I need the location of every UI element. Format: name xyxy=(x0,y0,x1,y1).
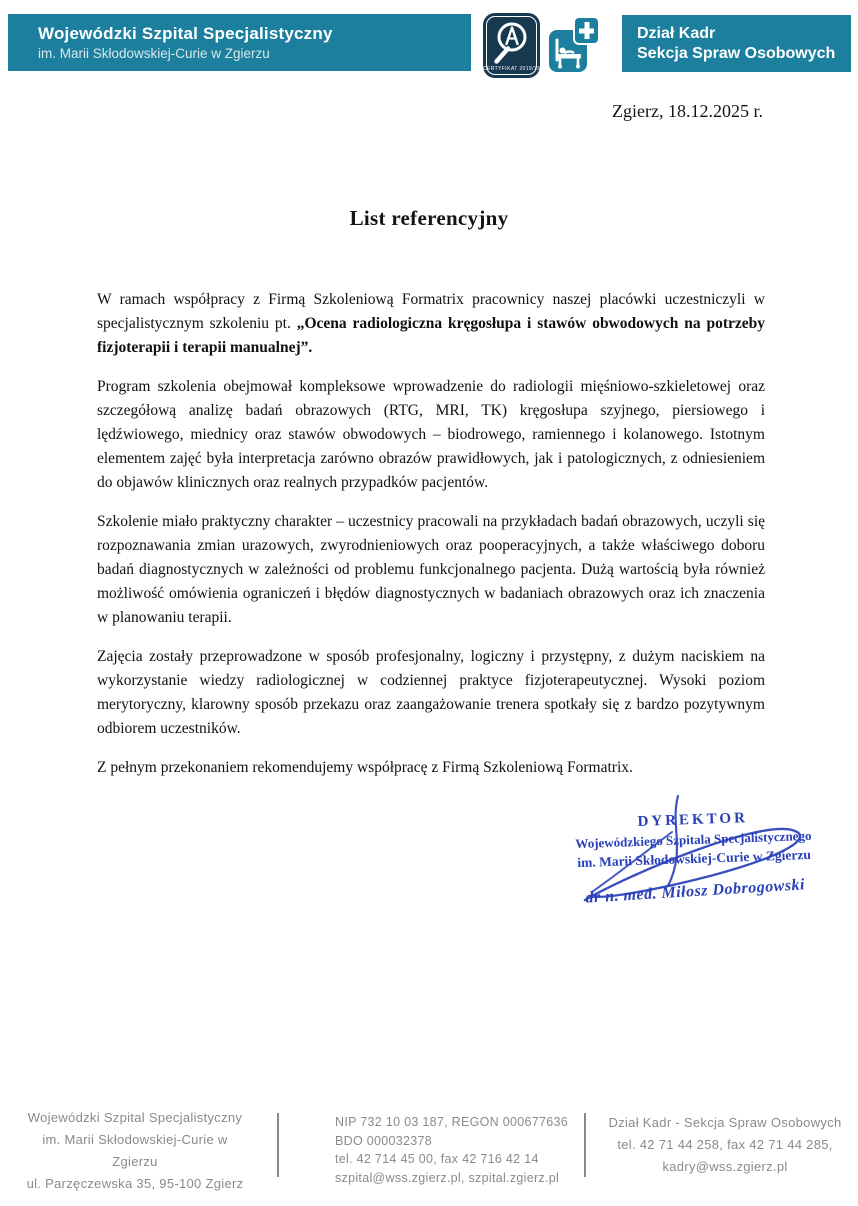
certificate-label: CERTYFIKAT 2019/73 xyxy=(483,66,541,72)
footer-address-block xyxy=(25,1107,245,1195)
header-hospital-bar xyxy=(8,14,471,71)
paragraph-5: Z pełnym przekonaniem rekomendujemy współpracę z Firmą Szkoleniową Formatrix. xyxy=(97,759,633,776)
director-stamp xyxy=(555,807,834,906)
department-line-1: Dział Kadr xyxy=(637,25,716,42)
paragraph-3: Szkolenie miało praktyczny charakter – uczestnicy pracowali na przykładach badań obrazowych, uczyli się rozpoznawania zmian urazowych, zwyrodnieniowych oraz pooperacyjnych, a także właściwego doboru badań diagnostycznych w zależności od problemu funkcjonalnego pacjenta. Dużą wartością była również możliwość omówienia ograniczeń i błędów diagnostycznych w badaniach obrazowych oraz ich znaczenia w planowaniu terapii. xyxy=(97,513,765,626)
footer-hospital-name: Wojewódzki Szpital Specjalistyczny xyxy=(27,1110,243,1125)
header-department-bar xyxy=(622,15,851,72)
director-name: dr n. med. Miłosz Dobrogowski xyxy=(584,876,806,907)
footer-registry-block xyxy=(335,1113,585,1187)
footer-nip-regon: NIP 732 10 03 187, REGON 000677636 xyxy=(335,1115,569,1129)
footer-hospital-patron: im. Marii Skłodowskiej-Curie w Zgierzu xyxy=(42,1132,228,1169)
letter-body xyxy=(97,288,765,795)
footer-divider-right xyxy=(584,1113,586,1177)
footer-hr-email: kadry@wss.zgierz.pl xyxy=(662,1159,788,1174)
medical-cross-icon xyxy=(573,16,600,45)
stamp-hospital-line: Wojewódzkiego Szpitala Specjalistycznego xyxy=(575,827,812,852)
footer-hr-department: Dział Kadr - Sekcja Spraw Osobowych xyxy=(608,1115,842,1130)
footer-divider-left xyxy=(277,1113,279,1177)
footer-phone-fax: tel. 42 714 45 00, fax 42 716 42 14 xyxy=(335,1152,539,1166)
hospital-subtitle: im. Marii Skłodowskiej-Curie w Zgierzu xyxy=(38,46,270,61)
paragraph-1-text: W ramach współpracy z Firmą Szkoleniową Formatrix pracownicy naszej placówki uczestniczyli w specjalistycznym szkoleniu pt. xyxy=(97,291,765,332)
footer-email-website: szpital@wss.zgierz.pl, szpital.zgierz.pl xyxy=(335,1170,560,1185)
footer-hr-phone: tel. 42 71 44 258, fax 42 71 44 285, xyxy=(617,1137,833,1152)
footer-bdo: BDO 000032378 xyxy=(335,1133,433,1148)
department-line-2: Sekcja Spraw Osobowych xyxy=(637,45,836,62)
quality-certificate-badge xyxy=(483,13,540,78)
stamp-hospital-line-2: im. Marii Skłodowskiej-Curie w Zgierzu xyxy=(577,846,812,871)
stamp-role: DYREKTOR xyxy=(637,810,749,830)
paragraph-4: Zajęcia zostały przeprowadzone w sposób profesjonalny, logiczny i przystępny, z dużym naciskiem na wykorzystanie wiedzy radiologicznej w codziennej praktyce fizjoterapeutycznej. Wysoki poziom merytoryczny, klarowny sposób przekazu oraz zaangażowanie trenera spotkały się z bardzo pozytywnym odbiorem uczestników. xyxy=(97,648,765,737)
letter-title: List referencyjny xyxy=(349,206,509,230)
letter-date: Zgierz, 18.12.2025 r. xyxy=(612,101,763,121)
paragraph-1 xyxy=(97,288,765,360)
hospital-name: Wojewódzki Szpital Specjalistyczny xyxy=(38,24,333,43)
footer-hospital-street: ul. Parzęczewska 35, 95-100 Zgierz xyxy=(26,1176,244,1191)
paragraph-2: Program szkolenia obejmował kompleksowe wprowadzenie do radiologii mięśniowo-szkieletowej oraz szczegółową analizę badań obrazowych (RTG, MRI, TK) kręgosłupa szyjnego, piersiowego i lędźwiowego, miednicy oraz stawów obwodowych – biodrowego, ramiennego i kolanowego. Istotnym elementem zajęć była interpretacja zarówno obrazów prawidłowych, jak i patologicznych, z odniesieniem do objawów klinicznych oraz realnych przypadków pacjentów. xyxy=(97,378,765,491)
training-title-quote: „Ocena radiologiczna kręgosłupa i stawów obwodowych na potrzeby fizjoterapii i terapii manualnej”. xyxy=(97,315,765,356)
footer-hr-block xyxy=(600,1112,850,1178)
